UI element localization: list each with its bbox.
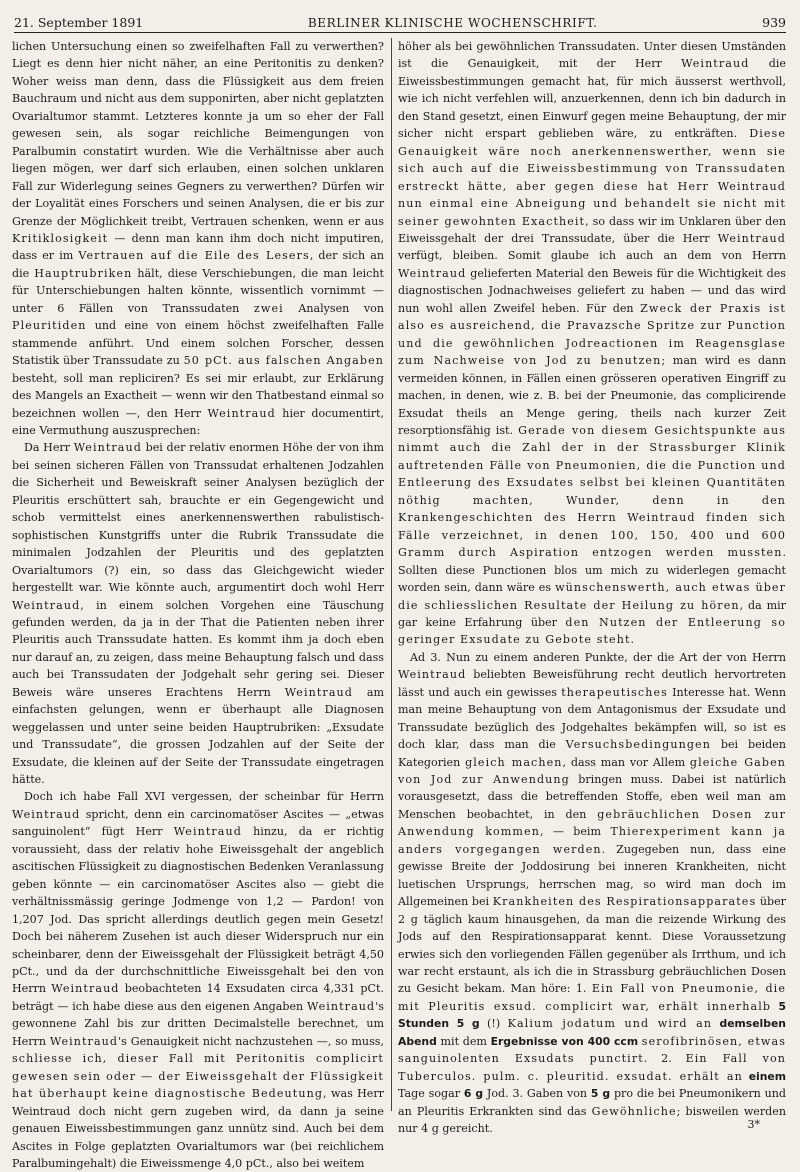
text-run: , in einem solchen Vorgehen eine Täuschung gefunden werden, da ja in der That die Patienten neben ihrer Pleuritis auch Transsudate hatten. Es kommt ihm ja doch eben nur darauf an, zu zeigen, dass meine Behauptung falsch und dass auch bei Transsudaten der Jodgehalt sehr gering sei. Dieser Beweis wäre unseres Erachtens Herrn	[12, 598, 384, 699]
spaced-text: den Nutzen der Entleerung so geringer Exsudate zu Gebote steht	[398, 615, 786, 647]
text-run: (!)	[479, 1017, 508, 1031]
text-run: 's Genauigkeit nicht nachzustehen —, so muss,	[118, 1034, 384, 1048]
right-column	[398, 38, 787, 1136]
spaced-text: 50 pCt. aus falschen Angaben	[183, 354, 384, 368]
text-run: ; bisweilen werden nur 4 g gereicht.	[398, 1104, 786, 1136]
text-run: am einfachsten gelungen, wenn er überhaupt alle Diagnosen weggelassen und unter seine beiden Hauptrubriken: „Exsudate und Transsudate“, die grossen Jodzahlen auf der Seite der Exsudate, die kleinen auf der Seite der Transsudate eingetragen hätte.	[12, 685, 384, 787]
bold-text: einem	[748, 1069, 786, 1083]
text-run: bei beiden Kategorien	[398, 738, 786, 769]
spaced-text: Weintraud	[207, 406, 276, 420]
text-run: Jod. 3. Gaben von	[483, 1087, 591, 1101]
text-run: hinzu, da er richtig voraussieht, dass der relativ hohe Eiweissgehalt der angeblich ascitischen Flüssigkeit zu diagnostischen Bedenken Veranlassung geben könnte — ein carcinomatöser Ascites also — giebt die verhältnissmässig geringe Jodmenge von 1,2 — Pardon! von 1,207 Jod. Das spricht allerdings deutlich gegen mein Gesetz! Doch bei näherem Zusehen ist auch dieser Widerspruch nur ein scheinbarer, denn der Eiweissgehalt der Flüssigkeit beträgt 4,50 pCt., und da der durchschnittliche Eiweissgehalt bei den von Herrn	[12, 825, 384, 996]
spaced-text: gleiche Gaben von Jod zur Anwendung	[398, 755, 786, 787]
spaced-text: gleich machen	[465, 755, 563, 769]
text-run: bei der relativ enormen Höhe der von ihm bei seinen sicheren Fällen von Transsudat erhaltenen Jodzahlen die Sicherheit und Beweiskraft seiner Analysen bezüglich der Pleuritis erschüttert sah, brauchte er ein Gegengewicht und schob vermittelst eines anerkennenswerthen rabulistisch-sophistischen Kunstgriffs unter die Rubrik Transsudate die minimalen Jodzahlen der Pleuritis und des geplatzten Ovarialtumors (?) ein, so dass das Gleichgewicht wieder hergestellt war. Wie könnte auch, argumentirt doch wohl Herr	[12, 441, 384, 595]
text-run: verfügt, bleiben. Somit glaube ich auch an dem von Herrn	[398, 249, 786, 263]
paragraph	[12, 788, 384, 1172]
text-run: beliebten Beweisführung recht deutlich hervortreten lässt und auch ein gewisses	[398, 668, 786, 699]
spaced-text: Weintraud	[73, 441, 142, 455]
text-run: besteht, soll man repliciren? Es sei mir erlaubt, zur Erklärung des Mangels an Exactheit — wenn wir den Thatbestand einmal so bezeichnen wollen —, den Herr	[12, 371, 384, 420]
text-run: pro die bei Pneumonikern und an Pleuritis Erkrankten sind das	[398, 1087, 787, 1118]
text-run: Da Herr	[24, 441, 74, 455]
spaced-text: Kalium jodatum und wird an	[507, 1017, 713, 1031]
spaced-text: Weintraud	[12, 807, 81, 821]
text-run: . Zugegeben nun, dass eine gewisse Breite der Joddosirung bei inneren Krankheiten, nicht luetischen Ursprungs, herrschen mag, so wird man doch im Allgemeinen bei	[398, 842, 786, 909]
signature-mark: 3*	[747, 1118, 760, 1131]
text-run: , dass man vor Allem	[562, 755, 690, 769]
page-header	[14, 6, 786, 33]
spaced-text: Kritiklosigkeit	[12, 231, 109, 245]
text-run: . 2.	[643, 1052, 686, 1066]
text-run: lichen Untersuchung einen so zweifelhaften Fall zu verwerthen? Liegt es denn hier nicht näher, an eine Peritonitis zu denken? Woher weiss man denn, dass die Flüssigkeit aus dem freien Bauchraum und nicht aus dem supponirten, aber nicht geplatzten Ovarialtumor stammt. Letzteres konnte ja um so eher der Fall gewesen sein, als sogar reichliche Beimengungen von Paralbumin constatirt wurden. Wie die Verhältnisse aber auch liegen mögen, wer darf sich erlauben, einen solchen unklaren Fall zur Widerlegung seines Gegners zu verwerthen? Dürfen wir der Loyalität eines Forschers und seinen Analysen, die er bis zur Grenze der Möglichkeit treibt, Vertrauen schenken, wenn er aus	[12, 40, 384, 228]
text-run: , da mir gar keine Erfahrung über	[398, 598, 786, 629]
text-run: die Eiweissbestimmungen gemacht hat, für mich äusserst werthvoll, wie ich nicht verfehlen will, anzuerkennen, denn ich bin dadurch in den Stand gesetzt, einen Einwurf gegen meine Behauptung, der mir sicher nicht erspart geblieben wäre, zu entkräften.	[398, 57, 787, 141]
text-run: Interesse hat. Wenn man meine Behauptung von dem Antagonismus der Exsudate und Transsudate bezüglich des Jodgehaltes bekämpfen will, so ist es doch klar, dass man die	[398, 685, 787, 752]
spaced-text: Weintraud	[49, 1034, 119, 1048]
paragraph	[12, 38, 384, 439]
spaced-text: Gerade von diesem Gesichtspunkte aus nimmt auch die Zahl der in der Strassburger Klinik auftretenden Fälle von Pneumonien, die die Punction und Entleerung des Exsudates selbst bei kleinen Quantitäten nöthig machten, Wunder, denn in den Krankengeschichten des Herrn Weintraud finden sich Fälle verzeichnet, in denen 100, 150, 400 und 600 Gramm durch Aspiration entzogen werden mussten	[398, 423, 786, 560]
spaced-text: Weintraud	[306, 999, 376, 1013]
left-column	[12, 38, 385, 1170]
text-run: höher als bei gewöhnlichen Transsudaten. Unter diesen Umständen ist die Genauigkeit, mit der Herr	[398, 40, 786, 71]
spaced-text: Weintraud	[681, 57, 750, 71]
issue-date: 21. September 1891	[14, 15, 144, 30]
text-run: Analysen von	[283, 301, 385, 315]
bold-text: 5 g	[590, 1087, 611, 1101]
text-run: — denn man kann ihm doch nicht imputiren, dass er im	[12, 231, 384, 263]
text-run: mit dem	[436, 1034, 491, 1048]
spaced-text: Vertrauen auf die Eile des Lesers	[78, 249, 310, 263]
spaced-text: Gewöhnliche	[591, 1104, 677, 1118]
text-run: , — beim	[539, 825, 611, 839]
text-run: ; man wird es dann vermeiden können, in Fällen einen grösseren operativen Eingriff zu machen, in denen, wie z. B. bei der Pneumonie, das complicirende Exsudat theils an Menge gering, theils nach kurzer Zeit resorptionsfähig ist.	[398, 354, 787, 437]
paragraph	[398, 649, 786, 1138]
spaced-text: Zweck der Praxis ist also es ausreichend, die Pravazsche Spritze zur Punction und die gewöhnlichen Jodreactionen im Reagensglase zum Nachweise von Jod zu benutzen	[398, 301, 786, 368]
text-run: Ad 3. Nun zu einem anderen Punkte, der die Art der von Herrn	[410, 650, 786, 664]
text-run: Doch ich habe Fall XVI vergessen, der scheinbar für Herrn	[24, 790, 384, 804]
spaced-text: Weintraud	[398, 668, 467, 682]
text-run: bringen muss. Dabei ist natürlich vorausgesetzt, dass die betreffenden Stoffe, eben weil man am Menschen beobachtet, in den	[398, 773, 786, 821]
text-run: , der sich an die	[12, 249, 384, 280]
spaced-text: serofibrinösen, etwas sanguinolenten Exsudats punctirt	[398, 1034, 786, 1066]
text-run: beobachteten 14 Exsudaten circa 4,331 pCt. beträgt — ich habe diese aus den eigenen Angaben	[12, 982, 384, 1013]
spaced-text: Weintraud	[717, 231, 786, 245]
text-run: über 2 g täglich kaum hinausgehen, da man die reizende Wirkung des Jods auf den Respirationsapparat kennt. Diese Voraussetzung erwies sich den vorliegenden Fällen gegenüber als Irrthum, und ich war recht erstaunt, als ich die in Strassburg gebräuchlichen Dosen zu Gesicht bekam. Man höre: 1.	[398, 895, 786, 996]
spaced-text: Krankheiten des Respirationsapparates	[492, 895, 757, 909]
spaced-text: Weintraud	[51, 982, 120, 996]
text-run: gelieferten Material den Beweis für die Wichtigkeit des diagnostischen Jodnachweises geliefert zu haben — und das wird nun wohl allen Zweifel heben. Für den	[398, 266, 786, 315]
spaced-text: Ein Fall von Pneumonie, die mit Pleuritis exsud. complicirt war, erhält innerhalb	[398, 982, 786, 1013]
text-run: , so dass wir im Unklaren über den Eiweissgehalt der drei Transsudate, über die Herr	[398, 214, 786, 245]
spaced-text: therapeutisches	[561, 685, 668, 699]
journal-title: BERLINER KLINISCHE WOCHENSCHRIFT.	[307, 16, 598, 30]
text-run: , was Herr Weintraud doch nicht gern zugeben wird, da dann ja seine genauen Eiweissbestimmungen ganz unnütz sind. Auch bei dem Ascites in Folge geplatzten Ovarialtumors war (bei reichlichem Paralbumingehalt) die Eiweissmenge 4,0 pCt., also bei weitem	[12, 1087, 384, 1170]
spaced-text: Versuchsbedingungen	[565, 738, 711, 752]
paragraph	[12, 439, 384, 788]
page-number: 939	[762, 15, 786, 30]
spaced-text: Ein Fall von Tuberculos. pulm. c. pleuritid. exsudat. erhält an	[398, 1052, 786, 1083]
text-run: . Sollten diese Punctionen blos um mich zu widerlegen gemacht worden sein, dann wäre es	[398, 546, 786, 595]
text-run	[712, 1017, 719, 1030]
text-run: Tage sogar	[398, 1087, 464, 1101]
spaced-text: gebräuchlichen Dosen zur Anwendung kommen	[398, 807, 786, 839]
spaced-text: schliesse ich, dieser Fall mit Peritonitis complicirt gewesen sein oder — der Eiweissgehalt der Flüssigkeit hat überhaupt keine diagnostische Bedeutung	[12, 1052, 384, 1101]
bold-text: 6 g	[463, 1087, 484, 1101]
text-run: hier documentirt, eine Vermuthung auszusprechen:	[12, 406, 385, 437]
text-run: .	[630, 633, 635, 647]
spaced-text: wünschenswerth, auch etwas über die schliesslichen Resultate der Heilung zu hören	[398, 581, 786, 612]
text-run: und eine von einem höchst zweifelhaften Falle stammende anführt. Und einem solchen Forscher, dessen Statistik über Transsudate zu	[12, 319, 384, 368]
spaced-text: Weintraud	[12, 598, 81, 612]
text-run: 's gewonnene Zahl bis zur dritten Decimalstelle berechnet, um Herrn	[12, 999, 384, 1048]
spaced-text: Weintraud	[173, 825, 242, 839]
spaced-text: Thierexperiment kann ja anders vorgegangen werden	[398, 825, 786, 856]
spaced-text: Pleuritiden	[12, 319, 87, 333]
bold-text: 5 Stunden 5 g	[398, 999, 786, 1031]
bold-text: demselben Abend	[398, 1017, 786, 1048]
text-run: hält, diese Verschiebungen, die man leicht für Unterschiebungen halten könnte, wissentlich vornimmt — unter 6 Fällen von Transsudaten	[12, 266, 384, 315]
spaced-text: Weintraud	[284, 685, 353, 699]
bold-text: Ergebnisse von 400 ccm	[490, 1034, 639, 1048]
column-divider	[391, 38, 392, 1111]
spaced-text: Weintraud	[398, 266, 467, 280]
spaced-text: Diese Genauigkeit wäre noch anerkennenswerther, wenn sie sich auch auf die Eiweissbestimmung von Transsudaten erstreckt hätte, aber gegen diese hat Herr Weintraud nun einmal eine Abneigung und behandelt sie nicht mit seiner gewohnten Exactheit	[398, 127, 786, 228]
spaced-text: zwei	[253, 301, 284, 315]
paragraph	[398, 38, 786, 649]
text-run: spricht, denn ein carcinomatöser Ascites — „etwas sanguinolent“ fügt Herr	[12, 807, 384, 839]
spaced-text: Hauptrubriken	[34, 266, 133, 280]
